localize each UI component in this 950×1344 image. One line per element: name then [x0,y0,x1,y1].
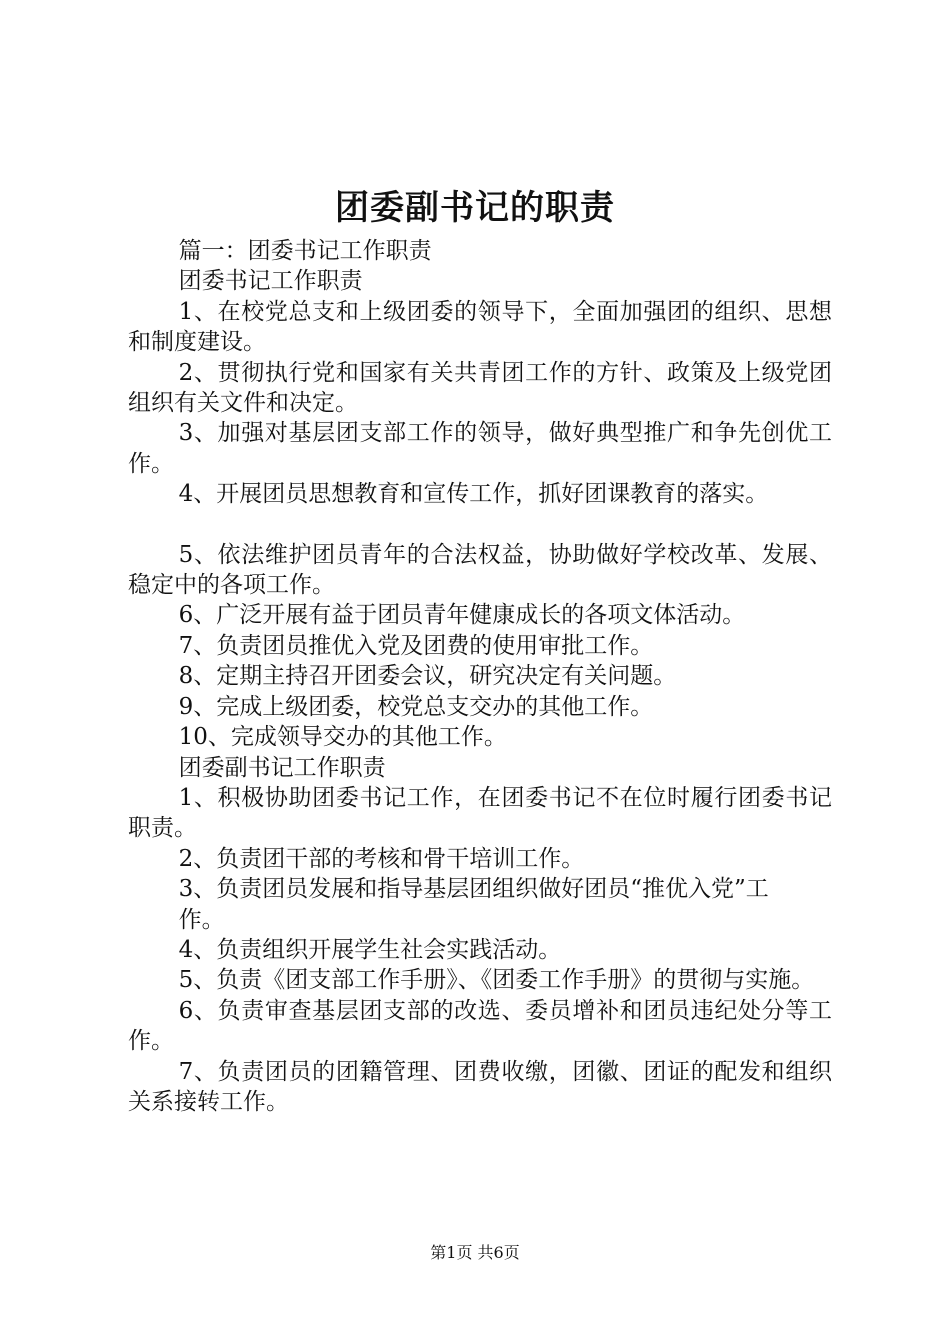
paragraph: 团委副书记工作职责 [178,754,386,781]
paragraph: 9、完成上级团委，校党总支交办的其他工作。 [178,693,654,720]
page-footer: 第1页 共6页 [430,1243,520,1262]
document-body [128,236,832,1117]
paragraph: 4、开展团员思想教育和宣传工作，抓好团课教育的落实。 [178,481,769,508]
paragraph: 6、广泛开展有益于团员青年健康成长的各项文体活动。 [178,602,746,629]
paragraph: 3、负责团员发展和指导基层团组织做好团员“推优入党”工 [178,876,769,903]
paragraph: 3、加强对基层团支部工作的领导，做好典型推广和争先创优工作。 [128,420,832,477]
paragraph: 5、依法维护团员青年的合法权益，协助做好学校改革、发展、稳定中的各项工作。 [128,541,832,599]
paragraph: 7、负责团员推优入党及团费的使用审批工作。 [178,632,654,659]
paragraph: 4、负责组织开展学生社会实践活动。 [178,936,562,963]
document-title: 团委副书记的职责 [335,188,615,228]
paragraph: 1、在校党总支和上级团委的领导下，全面加强团的组织、思想和制度建设。 [128,298,832,356]
paragraph: 5、负责《团支部工作手册》、《团委工作手册》的贯彻与实施。 [178,967,815,994]
paragraph: 2、负责团干部的考核和骨干培训工作。 [178,845,585,872]
paragraph: 2、贯彻执行党和国家有关共青团工作的方针、政策及上级党团组织有关文件和决定。 [128,359,832,417]
paragraph: 作。 [178,906,225,933]
paragraph: 10、完成领导交办的其他工作。 [178,724,507,751]
paragraph: 1、积极协助团委书记工作，在团委书记不在位时履行团委书记职责。 [128,784,832,842]
paragraph: 6、负责审查基层团支部的改选、委员增补和团员违纪处分等工作。 [128,997,832,1055]
paragraph: 团委书记工作职责 [178,268,363,295]
paragraph: 7、负责团员的团籍管理、团费收缴，团徽、团证的配发和组织关系接转工作。 [128,1058,832,1115]
paragraph: 8、定期主持召开团委会议，研究决定有关问题。 [178,663,677,690]
paragraph: 篇一：团委书记工作职责 [178,238,432,264]
